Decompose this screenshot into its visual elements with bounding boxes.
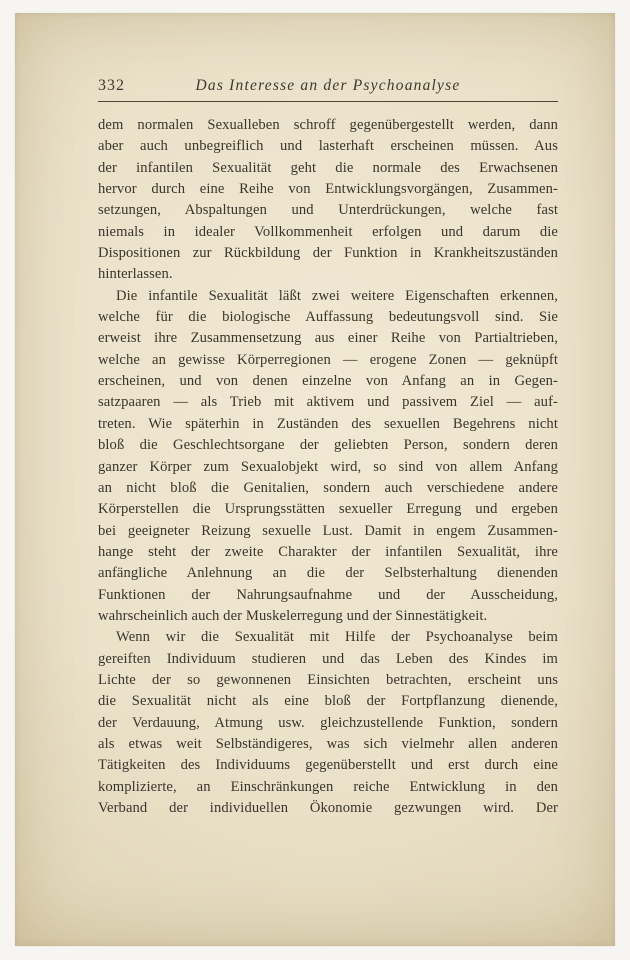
text-line: Funktionen der Nahrungsaufnahme und der Ausscheidung, — [98, 586, 558, 603]
running-header — [98, 75, 558, 102]
text-line: Tätigkeiten des Individuums gegenüberstellt und erst durch eine — [98, 757, 558, 774]
text-line: erweist ihre Zusammensetzung aus einer Reihe von Partialtrieben, — [98, 330, 558, 347]
text-line: Körperstellen die Ursprungsstätten sexueller Erregung und ergeben — [98, 501, 558, 518]
text-line: Verband der individuellen Ökonomie gezwungen wird. Der — [98, 800, 558, 816]
text-line: hinterlassen. — [98, 266, 173, 283]
text-line: als etwas weit Selbständigeres, was sich vielmehr allen anderen — [98, 735, 558, 752]
text-line: aber auch unbegreiflich und lasterhaft erscheinen müssen. Aus — [98, 138, 558, 155]
text-line: Dispositionen zur Rückbildung der Funktion in Krankheitszuständen — [98, 245, 558, 262]
text-line: treten. Wie späterhin in Zuständen des sexuellen Begehrens nicht — [98, 415, 558, 432]
text-line: Lichte der so gewonnenen Einsichten betrachten, erscheint uns — [98, 671, 558, 688]
text-line: gereiften Individuum studieren und das Leben des Kindes im — [98, 650, 558, 667]
text-line: hervor durch eine Reihe von Entwicklungsvorgängen, Zusammen- — [98, 181, 558, 198]
text-line: satzpaaren — als Trieb mit aktivem und passivem Ziel — auf- — [98, 394, 558, 411]
text-line: der infantilen Sexualität geht die normale des Erwachsenen — [98, 159, 558, 176]
text-line: die Sexualität nicht als eine bloß der Fortpflanzung dienende, — [98, 693, 558, 710]
text-line: erscheinen, und von denen einzelne von Anfang an in Gegen- — [98, 373, 558, 390]
text-line: ganzer Körper zum Sexualobjekt wird, so sind von allem Anfang — [98, 458, 558, 475]
text-line: an nicht bloß die Genitalien, sondern auch verschiedene andere — [98, 479, 558, 496]
text-line: der Verdauung, Atmung usw. gleichzustellende Funktion, sondern — [98, 714, 558, 731]
text-line: anfängliche Anlehnung an die der Selbsterhaltung dienenden — [98, 565, 558, 582]
text-line: bloß die Geschlechtsorgane der geliebten Person, sondern deren — [98, 437, 558, 454]
text-line: niemals in idealer Vollkommenheit erfolgen und darum die — [98, 223, 558, 240]
text-line: Wenn wir die Sexualität mit Hilfe der Psychoanalyse beim — [116, 629, 558, 646]
text-line: bei geeigneter Reizung sexuelle Lust. Damit in engem Zusammen- — [98, 522, 558, 539]
text-line: welche an gewisse Körperregionen — erogene Zonen — geknüpft — [98, 351, 558, 368]
text-line: komplizierte, an Einschränkungen reiche Entwicklung in den — [98, 778, 558, 795]
page-content — [98, 75, 558, 819]
text-line: hange steht der zweite Charakter der infantilen Sexualität, ihre — [98, 543, 558, 560]
text-line: Die infantile Sexualität läßt zwei weitere Eigenschaften erkennen, — [116, 287, 558, 304]
text-line: dem normalen Sexualleben schroff gegenübergestellt werden, dann — [98, 117, 558, 133]
paragraph — [98, 286, 558, 628]
running-header-title: Das Interesse an der Psychoanalyse — [195, 77, 461, 94]
page-number: 332 — [98, 77, 125, 94]
text-line: wahrscheinlich auch der Muskelerregung und der Sinnestätigkeit. — [98, 607, 488, 624]
text-block — [98, 115, 558, 819]
paragraph — [98, 627, 558, 819]
text-line: welche für die biologische Auffassung bedeutungsvoll sind. Sie — [98, 309, 558, 326]
paragraph — [98, 115, 558, 286]
text-line: setzungen, Abspaltungen und Unterdrückungen, welche fast — [98, 202, 558, 219]
book-page-scan — [15, 13, 615, 946]
